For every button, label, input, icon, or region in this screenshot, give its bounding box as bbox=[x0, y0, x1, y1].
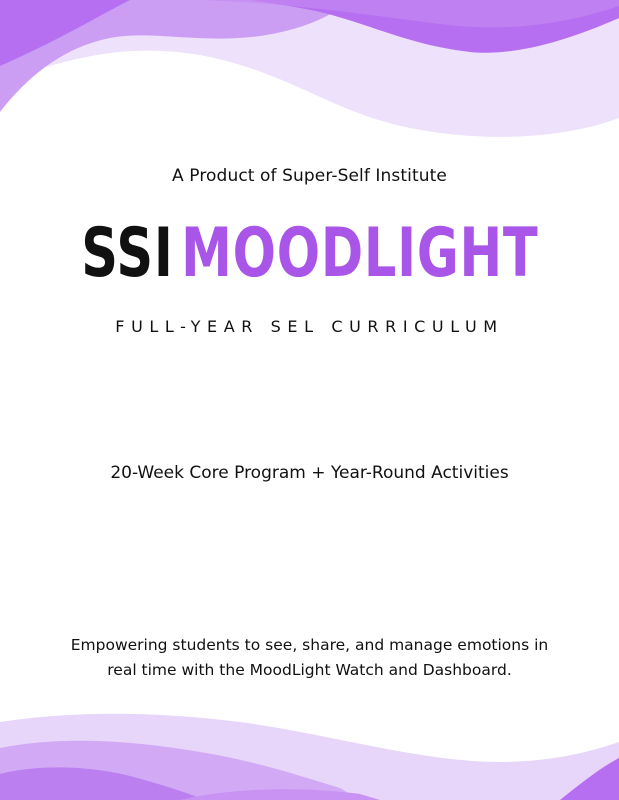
main-title bbox=[0, 214, 619, 293]
program-description: 20-Week Core Program + Year-Round Activities bbox=[110, 463, 509, 483]
main-title-inner bbox=[80, 214, 539, 293]
product-line: A Product of Super-Self Institute bbox=[172, 166, 447, 186]
tagline-description: Empowering students to see, share, and manage emotions in real time with the MoodLight Watch and Dashboard. bbox=[70, 636, 549, 679]
subtitle: FULL-YEAR SEL CURRICULUM bbox=[115, 317, 504, 336]
title-ssi: SSI bbox=[80, 214, 174, 293]
title-moodlight: MOODLIGHT bbox=[180, 214, 539, 293]
